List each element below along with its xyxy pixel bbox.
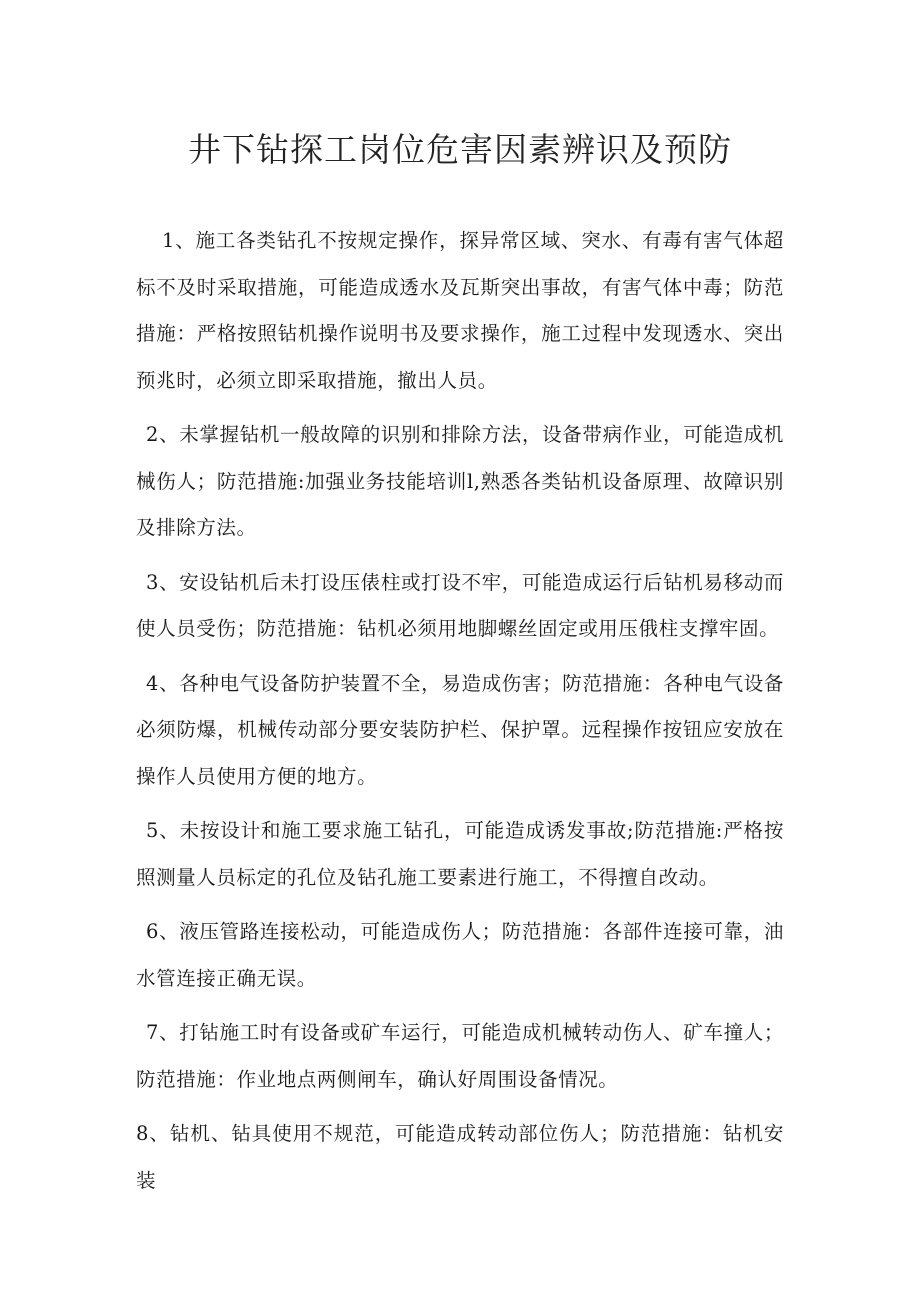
paragraph-5: 5、未按设计和施工要求施工钻孔，可能造成诱发事故;防范措施:严格按照测量人员标定的孔位及钻孔施工要素进行施工，不得擅自改动。 [136, 819, 784, 889]
document-title: 井下钻探工岗位危害因素辨识及预防 [188, 130, 732, 169]
paragraph-6: 6、液压管路连接松动，可能造成伤人；防范措施：各部件连接可靠，油水管连接正确无误。 [136, 920, 784, 990]
paragraph-7: 7、打钻施工时有设备或矿车运行，可能造成机械转动伤人、矿车撞人；防范措施：作业地点两侧闸车，确认好周围设备情况。 [136, 1021, 784, 1091]
paragraph-3: 3、安设钻机后未打设压俵柱或打设不牢，可能造成运行后钻机易移动而使人员受伤；防范措施：钻机必须用地脚螺丝固定或用压俄柱支撑牢固。 [136, 570, 784, 640]
paragraph-4: 4、各种电气设备防护装置不全，易造成伤害；防范措施：各种电气设备必须防爆，机械传动部分要安装防护栏、保护罩。远程操作按钮应安放在操作人员使用方便的地方。 [136, 671, 784, 788]
paragraph-8: 8、钻机、钻具使用不规范，可能造成转动部位伤人；防范措施：钻机安装 [136, 1122, 784, 1192]
paragraph-1: 1、施工各类钻孔不按规定操作，探异常区域、突水、有毒有害气体超标不及时采取措施，可能造成透水及瓦斯突出事故，有害气体中毒；防范措施：严格按照钻机操作说明书及要求操作，施工过程中发现透水、突出预兆时，必须立即采取措施，撤出人员。 [136, 229, 784, 392]
paragraph-2: 2、未掌握钻机一般故障的识别和排除方法，设备带病作业，可能造成机械伤人；防范措施:加强业务技能培训l,熟悉各类钻机设备原理、故障识别及排除方法。 [136, 423, 784, 539]
